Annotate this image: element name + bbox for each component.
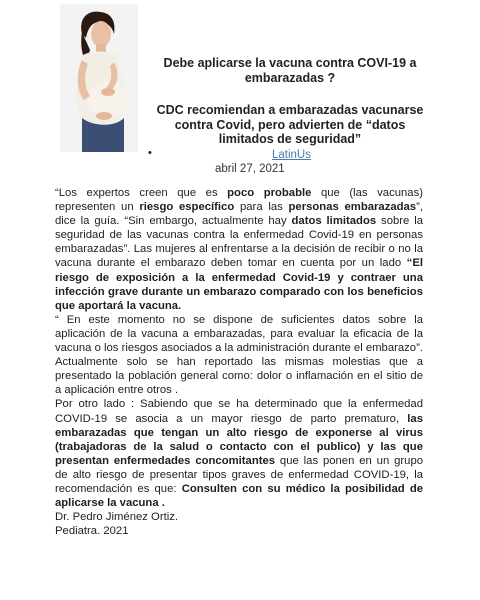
- pregnant-woman-photo: [60, 4, 138, 152]
- text-run: “Los expertos creen que es: [55, 187, 228, 199]
- text-run: que (las vacunas) representen un: [55, 187, 423, 214]
- author-role: Pediatra. 2021: [55, 525, 129, 538]
- article-body: [55, 186, 423, 538]
- paragraph-2: [55, 313, 423, 398]
- paragraph-3: [55, 397, 423, 510]
- text-run: Por otro lado : Sabiendo que se ha determinado que la enfermedad COVID-19 se asocia a un mayor riesgo de parto prematuro,: [55, 398, 423, 425]
- text-run: ”, dice la guía. “Sin embargo, actualmente hay: [55, 201, 423, 228]
- bold-text-run: personas embarazadas: [288, 201, 417, 214]
- text-run: que las ponen en un grupo de alto riesgo de presentar tipos graves de enfermedad COVID-19, la recomendación es que:: [55, 454, 424, 495]
- paragraph-1: [55, 186, 423, 313]
- source-row: [148, 149, 448, 163]
- bold-text-run: poco probable: [227, 187, 312, 199]
- bold-text-run: las embarazadas que tengan un alto riesgo de exponerse al virus (trabajadoras de la salud o contacto con el publico) y las que presentan enfermedades concomitantes: [55, 412, 423, 467]
- signature: Dr. Pedro Jiménez Ortiz.: [55, 511, 179, 524]
- bold-text-run: Consulten con su médico la posibilidad de aplicarse la vacuna .: [55, 482, 423, 510]
- article-title: Debe aplicarse la vacuna contra COVI-19 a embarazadas ?: [163, 56, 417, 85]
- bold-text-run: “El riesgo de exposición a la enfermedad Covid-19 y contraer una infección grave durante un embarazo comparado con los beneficios que aportará la vacuna.: [55, 257, 423, 312]
- bold-text-run: riesgo específico: [139, 201, 235, 214]
- article-subtitle: CDC recomiendan a embarazadas vacunarse contra Covid, pero advierten de “datos limitados de seguridad”: [156, 103, 424, 146]
- text-run: sobre la seguridad de las vacunas contra la enfermedad Covid-19 en personas embarazadas”. Las mujeres al enfrentarse a la decisión de recibir o no la vacuna durante el embarazo deben tomar en cuenta por un lado: [55, 215, 423, 270]
- bold-text-run: datos limitados: [291, 215, 377, 228]
- text-run: para las: [234, 201, 289, 214]
- publish-date: abril 27, 2021: [215, 163, 285, 175]
- bullet-icon: •: [148, 147, 152, 159]
- text-run: “ En este momento no se dispone de suficientes datos sobre la aplicación de la vacuna a embarazadas, para evaluar la eficacia de la vacuna o los riesgos asociados a la administración durante el embarazo”. Actualmente solo se han reportado las mismas molestias que a presentado la población general como: dolor o inflamación en el sitio de a aplicación entre otros .: [55, 313, 423, 397]
- source-link[interactable]: LatinUs: [272, 149, 311, 161]
